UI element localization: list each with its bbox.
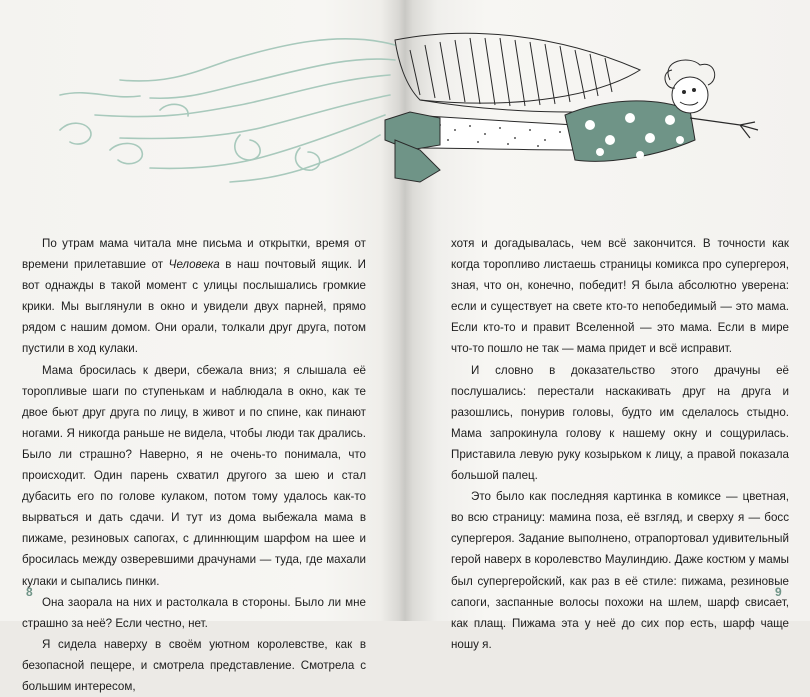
paragraph: Это было как последняя картинка в комиксе — цветная, во всю страницу: мамина поза, её взгляд, и сверху я — босс супергероя. Задание выполнено, отрапортовал удивительный герой наверх в королевство Маулиндию. Даже костюм у мамы был супергеройский, как раз в её стиле: пижама, резиновые сапоги, заспанные волосы похожи на шлем, шарф свисает, как плащ. Пижама эта у неё до сих пор есть, шарф чаще ношу я.	[451, 490, 789, 651]
right-page	[405, 0, 810, 651]
right-page-text	[451, 233, 789, 655]
page-number: 8	[26, 585, 33, 599]
paragraph: хотя и догадывалась, чем всё закончится. В точности как когда торопливо листаешь страницы комикса про супергероя, зная, что он, конечно, победит! Я была абсолютно уверена: если и существует на свете кто-то непобедимый — это мама. Если кто-то и правит Вселенной — это мама. Если в мире что-то пошло не так — мама придет и всё исправит.	[451, 237, 789, 356]
paragraph: По утрам мама читала мне письма и открытки, время от времени прилетавшие от Человека в наш почтовый ящик. И вот однажды в такой момент с улицы послышались громкие крики. Мы выглянули в окно и увидели двух парней, прямо рядом с нашим домом. Они орали, толкали друг друга, потом пустили в ход кулаки.	[22, 237, 366, 356]
page-number: 9	[775, 585, 782, 599]
paragraph: Она заорала на них и растолкала в стороны. Было ли мне страшно за неё? Если честно, нет.	[22, 595, 366, 630]
left-page	[0, 0, 405, 693]
paragraph: Я сидела наверху в своём уютном королевстве, как в безопасной пещере, и смотрела представление. Смотрела с большим интересом,	[22, 637, 366, 693]
left-page-text	[22, 233, 366, 697]
paragraph: И словно в доказательство этого драчуны её послушались: перестали наскакивать друг на друга и разошлись, понурив головы, будто им сделалось стыдно. Мама запрокинула голову к нашему окну и сощурилась. Приставила левую руку козырьком к лицу, а правой показала большой палец.	[451, 363, 789, 483]
paragraph: Мама бросилась к двери, сбежала вниз; я слышала её торопливые шаги по ступенькам и наблюдала в окно, как те двое бьют друг друга по лицу, в живот и по спине, как пинают ногами. Я никогда раньше не видела, чтобы люди так дрались. Было ли страшно? Наверно, я не очень-то понимала, что происходит. Один парень схватил другого за шею и стал дубасить его по голове кулаком, потом тому удалось как-то вырваться и дать сдачи. И тут из дома выбежала мама в пижаме, резиновых сапогах, с длиннющим шарфом на шее и бросилась между озверевшими драчунами — туда, где махали кулаки и сыпались пинки.	[22, 363, 366, 588]
